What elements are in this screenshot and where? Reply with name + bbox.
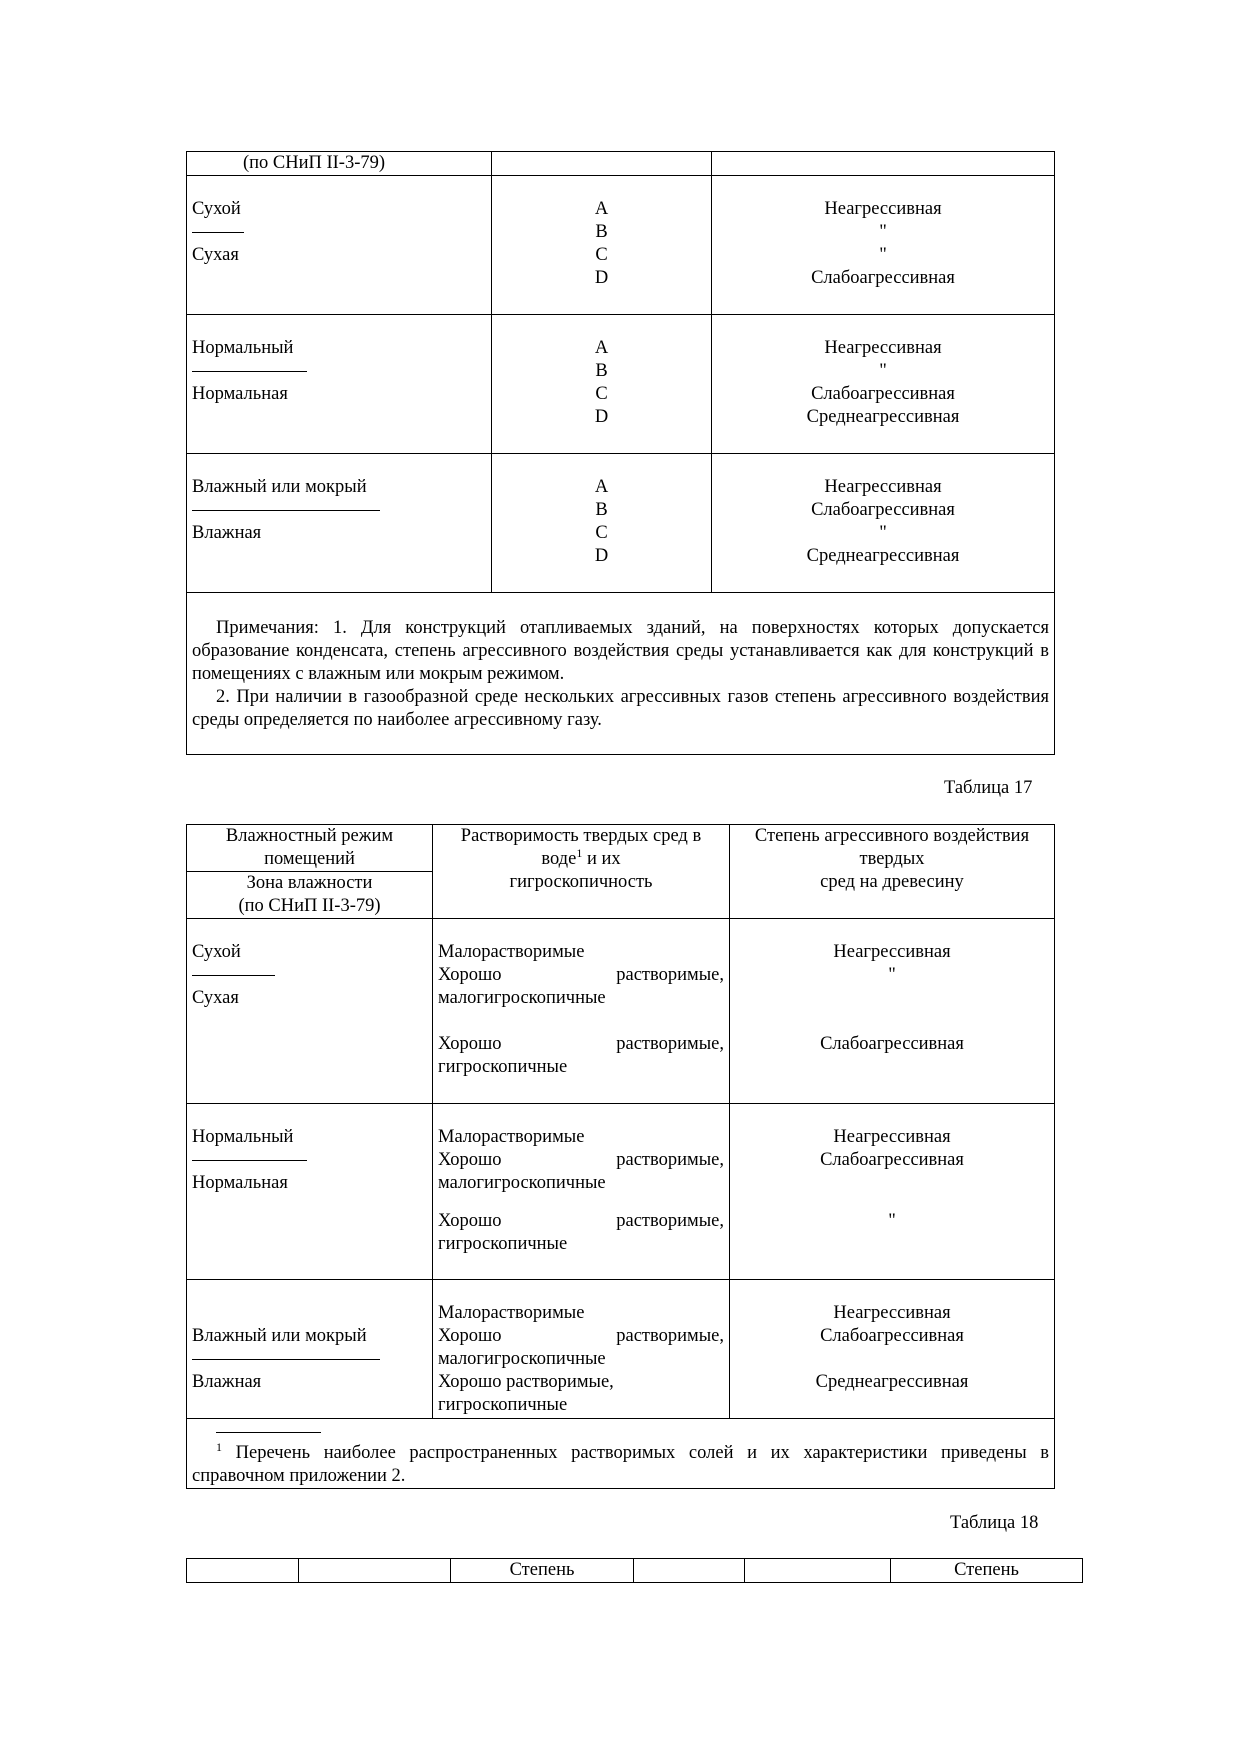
solubility-word: Хорошо <box>438 1211 502 1231</box>
divider <box>192 1351 380 1360</box>
solubility-low-hygro: малогигроскопичные <box>438 1173 606 1193</box>
footnote-text: Перечень наиболее распространенных растворимых солей и их характеристики приведены в справочном приложении 2. <box>192 1443 1049 1486</box>
class-label: A <box>594 199 609 219</box>
table-row <box>187 176 1055 315</box>
degree-label: Слабоагрессивная <box>811 384 955 404</box>
degree-label: Слабоагрессивная <box>811 500 955 520</box>
degree-label: Неагрессивная <box>824 477 942 497</box>
regime-label: Нормальный <box>192 338 294 358</box>
solubility-word: Хорошо <box>438 1150 502 1170</box>
header-degree-2: твердых <box>859 849 925 869</box>
degree-label: " <box>879 523 887 543</box>
solubility-low: Малорастворимые <box>438 1127 585 1147</box>
note-2: 2. При наличии в газообразной среде нескольких агрессивных газов степень агрессивного воздействия среды определяется по наиболее агрессивному газу. <box>192 687 1049 730</box>
zone-label: Нормальная <box>192 384 288 404</box>
divider <box>192 1152 307 1161</box>
degree-label: Слабоагрессивная <box>820 1326 964 1346</box>
class-label: A <box>594 477 609 497</box>
footnote <box>192 1439 1049 1488</box>
zone-label: Сухая <box>192 245 239 265</box>
solubility-high-line <box>438 964 724 987</box>
zone-label: Влажная <box>192 523 262 543</box>
solubility-low: Малорастворимые <box>438 942 585 962</box>
degree-label: Неагрессивная <box>824 199 942 219</box>
footnote-row <box>187 1419 1055 1489</box>
solubility-hygro: гигроскопичные <box>438 1234 568 1254</box>
degree-label: Слабоагрессивная <box>820 1150 964 1170</box>
spacer <box>438 1195 724 1210</box>
spacer <box>438 1010 724 1033</box>
degree-label: Слабоагрессивная <box>811 268 955 288</box>
header-row <box>187 825 1055 872</box>
degree-label: Неагрессивная <box>833 942 951 962</box>
solubility-word: Хорошо <box>438 1326 502 1346</box>
divider <box>192 967 275 976</box>
table-row <box>187 1104 1055 1280</box>
degree-label: " <box>888 1211 896 1231</box>
header-row <box>187 1559 1083 1583</box>
header-zone: Зона влажности <box>246 873 373 893</box>
class-label: D <box>594 407 609 427</box>
class-label: C <box>595 523 608 543</box>
solubility-word: растворимые, <box>616 1150 724 1170</box>
regime-label: Нормальный <box>192 1127 294 1147</box>
table-18-caption: Таблица 18 <box>950 1513 1039 1533</box>
degree-label: " <box>888 965 896 985</box>
solubility-hygro: гигроскопичные <box>438 1395 568 1415</box>
header-degree-1: Степень агрессивного воздействия <box>754 826 1030 846</box>
class-label: D <box>594 546 609 566</box>
class-label: C <box>595 384 608 404</box>
table-18 <box>186 1558 1083 1583</box>
header-solubility-3: гигроскопичность <box>509 872 653 892</box>
degree-label: " <box>879 361 887 381</box>
regime-label: Влажный или мокрый <box>192 477 367 497</box>
table-16 <box>186 151 1055 755</box>
table-17-caption: Таблица 17 <box>944 778 1033 798</box>
header-degree-3: сред на древесину <box>820 872 964 892</box>
regime-label: Сухой <box>192 199 241 219</box>
class-label: C <box>595 245 608 265</box>
class-label: B <box>595 361 608 381</box>
spacer <box>735 1172 1049 1210</box>
solubility-high-line <box>438 1149 724 1172</box>
header-zone-ref: (по СНиП II-3-79) <box>238 896 381 916</box>
degree-label: " <box>879 222 887 242</box>
class-label: D <box>594 268 609 288</box>
header-regime: Влажностный режим помещений <box>225 826 394 869</box>
header-solubility-water: воде <box>541 849 577 869</box>
solubility-high-line <box>438 1325 724 1348</box>
table-row <box>187 1280 1055 1419</box>
footnote-ref: 1 <box>576 845 583 860</box>
degree-label: Среднеагрессивная <box>806 546 960 566</box>
table-row <box>187 152 1055 176</box>
header-degree: Степень <box>451 1559 634 1583</box>
solubility-low: Малорастворимые <box>438 1303 585 1323</box>
degree-label: Среднеагрессивная <box>815 1372 969 1392</box>
zone-label: Нормальная <box>192 1173 288 1193</box>
spacer <box>735 1010 1049 1033</box>
degree-label: Слабоагрессивная <box>820 1034 964 1054</box>
divider <box>192 224 244 233</box>
solubility-word: Хорошо <box>438 965 502 985</box>
degree-label: " <box>879 245 887 265</box>
class-label: B <box>595 500 608 520</box>
regime-label: Влажный или мокрый <box>192 1326 367 1346</box>
divider <box>192 502 380 511</box>
header-zone-ref: (по СНиП II-3-79) <box>242 153 386 173</box>
solubility-word: растворимые, <box>616 1326 724 1346</box>
solubility-high-line <box>438 1210 724 1233</box>
degree-label: Неагрессивная <box>833 1127 951 1147</box>
zone-label: Сухая <box>192 988 239 1008</box>
zone-label: Влажная <box>192 1372 262 1392</box>
table-17 <box>186 824 1055 1489</box>
table-row <box>187 919 1055 1104</box>
footnote-divider <box>216 1420 321 1433</box>
solubility-high-line <box>438 1033 724 1056</box>
spacer <box>735 1348 1049 1371</box>
table-row <box>187 454 1055 593</box>
header-solubility-and: и их <box>582 849 621 869</box>
degree-label: Среднеагрессивная <box>806 407 960 427</box>
solubility-low-hygro: малогигроскопичные <box>438 1349 606 1369</box>
solubility-word: растворимые, <box>616 1211 724 1231</box>
solubility-word: растворимые, <box>616 1034 724 1054</box>
footnote-mark: 1 <box>216 1439 222 1454</box>
header-degree: Степень <box>891 1559 1083 1583</box>
table-row <box>187 315 1055 454</box>
solubility-high: Хорошо растворимые, <box>438 1372 614 1392</box>
solubility-hygro: гигроскопичные <box>438 1057 568 1077</box>
divider <box>192 363 307 372</box>
header-solubility-1: Растворимость твердых сред в <box>460 826 702 846</box>
spacer <box>735 987 1049 1010</box>
class-label: B <box>595 222 608 242</box>
class-label: A <box>594 338 609 358</box>
note-1: Примечания: 1. Для конструкций отапливаемых зданий, на поверхностях которых допускается образование конденсата, степень агрессивного воздействия среды устанавливается как для конструкций в помещениях с влажным или мокрым режимом. <box>192 618 1049 684</box>
regime-label: Сухой <box>192 942 241 962</box>
solubility-word: Хорошо <box>438 1034 502 1054</box>
solubility-word: растворимые, <box>616 965 724 985</box>
header-solubility-2 <box>438 845 724 871</box>
degree-label: Неагрессивная <box>824 338 942 358</box>
notes-row <box>187 593 1055 755</box>
solubility-low-hygro: малогигроскопичные <box>438 988 606 1008</box>
degree-label: Неагрессивная <box>833 1303 951 1323</box>
